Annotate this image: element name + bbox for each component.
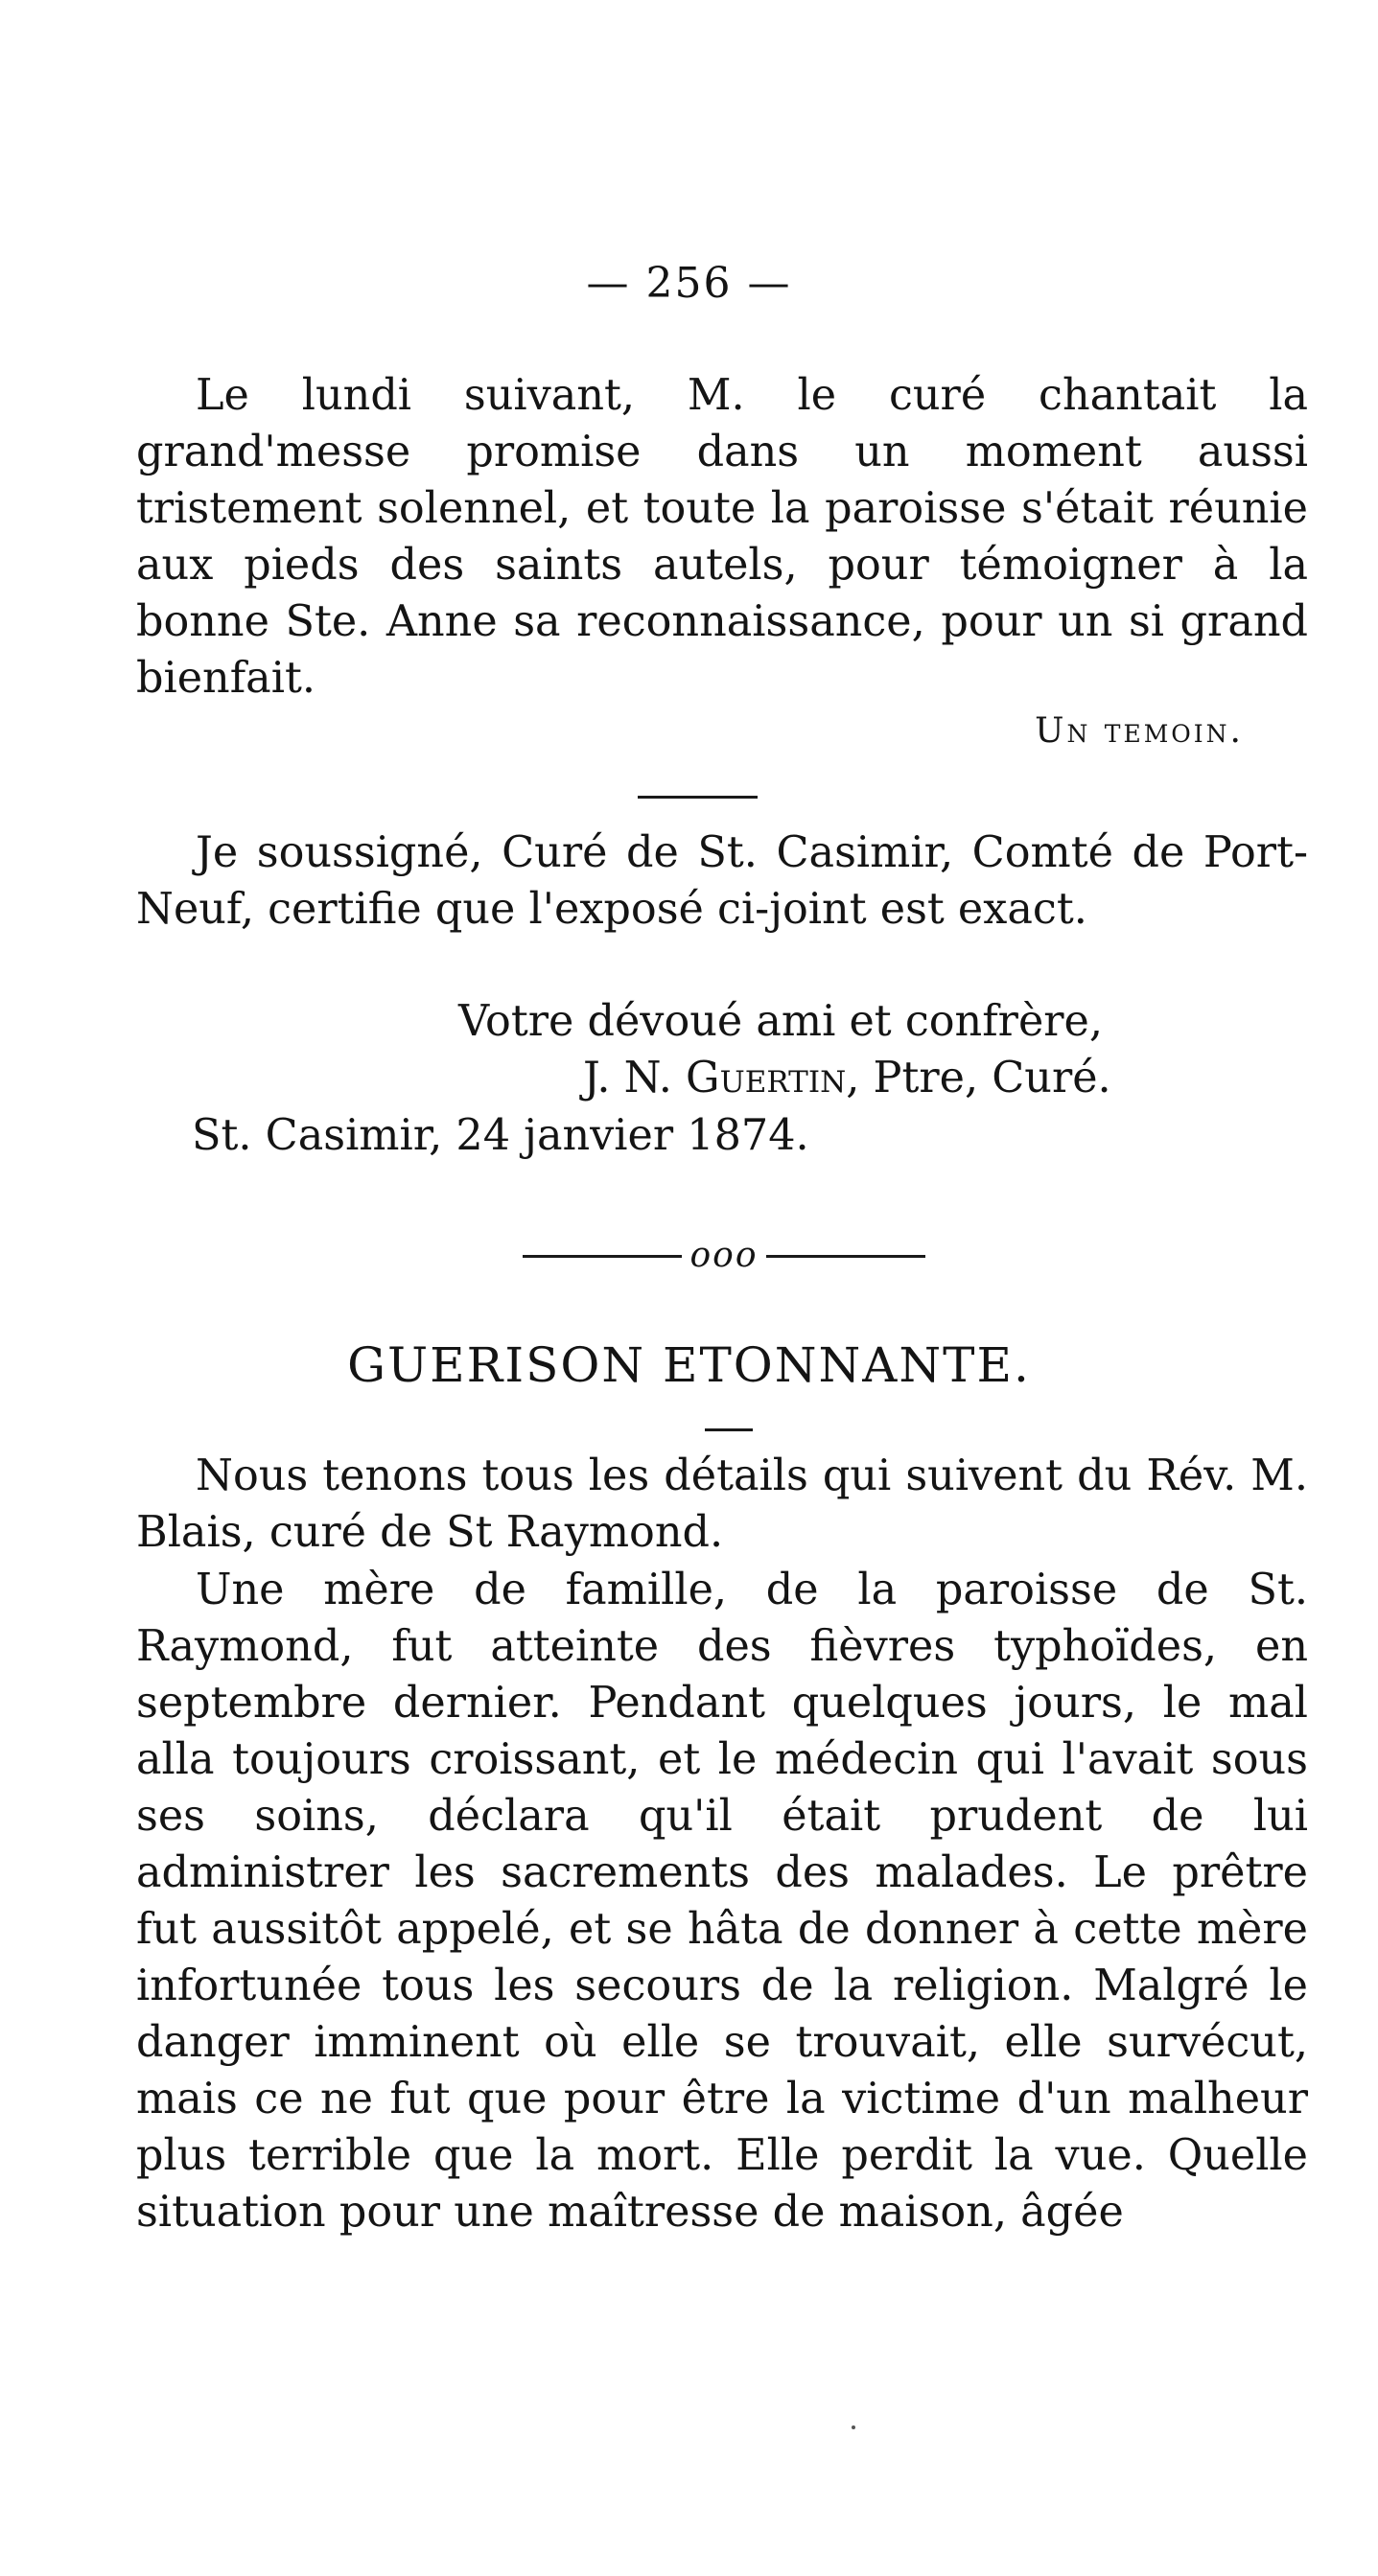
separator-line-left [523,1255,682,1258]
page-number: — 256 — [586,259,792,308]
section-body-text: Une mère de famille, de la paroisse de St. Raymond, fut atteinte des fièvres typhoïdes, en septembre dernier. Pendant quelques jours, le mal alla toujours croissant, et le médecin qui l'avait sous ses soins, déclara qu'il était prudent de lui administrer les sacrements des malades. Le prêtre fut aussitôt appelé, et se hâta de donner à cette mère infortunée tous les secours de la religion. Malgré le danger imminent où elle se trouvait, elle survécut, mais ce ne fut que pour être la victime d'un malheur plus terrible que la mort. Elle perdit la vue. Quelle situation pour une maîtresse de maison, âgée [136,1566,1308,2237]
attestation-signer [583,1050,1111,1106]
section-body-paragraph [136,1562,1308,2240]
letter-paragraph [136,367,1308,707]
signer-title: Ptre, Curé. [873,1054,1111,1102]
section-divider-rule [638,796,758,799]
witness-signature: Un temoin. [1035,711,1244,751]
section-intro-paragraph [136,1448,1308,1561]
section-intro-text: Nous tenons tous les détails qui suivent du Rév. M. Blais, curé de St Raymond. [136,1451,1308,1557]
ornamental-separator [523,1237,925,1275]
place-date-line: St. Casimir, 24 janvier 1874. [192,1111,809,1160]
attestation-paragraph [136,824,1308,938]
title-underline-rule [705,1428,753,1431]
attestation-closing: Votre dévoué ami et confrère, [458,997,1104,1046]
separator-line-right [766,1255,925,1258]
letter-paragraph-text: Le lundi suivant, M. le curé chantait la grand'messe promise dans un moment aussi tristement solennel, et toute la paroisse s'était réunie aux pieds des saints autels, pour témoigner à la bonne Ste. Anne sa reconnaissance, pour un si grand bienfait. [136,371,1308,703]
signer-name: J. N. Guertin, [583,1054,860,1102]
paper-speck [852,2425,855,2429]
section-title: GUERISON ETONNANTE. [347,1337,1031,1393]
attestation-paragraph-text: Je soussigné, Curé de St. Casimir, Comté de Port-Neuf, certifie que l'exposé ci-joint est exact. [136,828,1308,934]
separator-ornament: ooo [689,1236,759,1275]
